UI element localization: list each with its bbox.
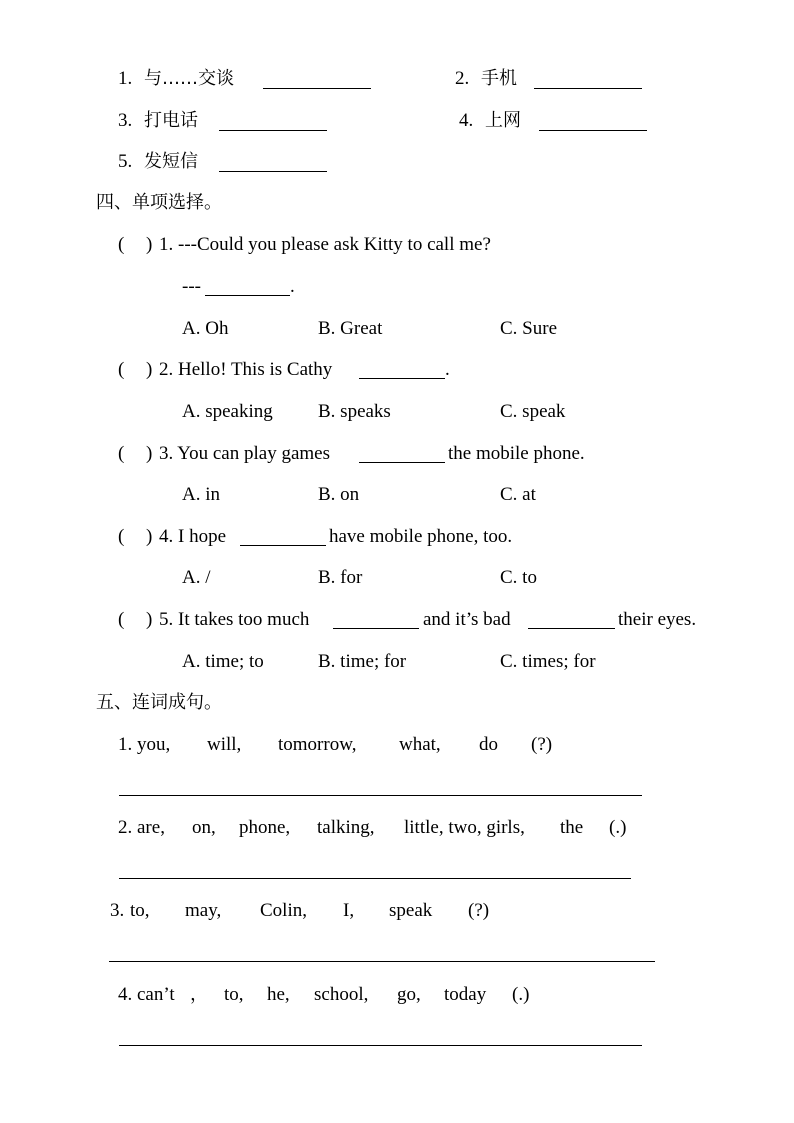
vocab-term: 打电话 [144, 110, 198, 131]
option-b[interactable]: B. for [318, 567, 363, 588]
option-c[interactable]: C. speak [500, 401, 566, 422]
word: (.) [609, 817, 627, 838]
question-stem: 2. Hello! This is Cathy [159, 359, 333, 380]
question-stem-after: have mobile phone, too. [329, 526, 513, 547]
option-b[interactable]: B. time; for [318, 651, 407, 672]
vocab-num: 3. [118, 110, 133, 131]
answer-paren-close[interactable]: ) [146, 359, 153, 380]
vocab-term: 手机 [481, 68, 517, 89]
answer-paren-close[interactable]: ) [146, 443, 153, 464]
option-c[interactable]: C. Sure [500, 318, 557, 339]
question-stem-end: . [445, 359, 450, 380]
answer-blank[interactable] [528, 628, 615, 629]
question-stem: 3. You can play games [159, 443, 330, 464]
word: on, [192, 817, 216, 838]
sentence-answer-line[interactable] [109, 961, 655, 962]
vocab-num: 1. [118, 68, 133, 89]
word: ， [190, 984, 208, 1005]
word: go, [397, 984, 421, 1005]
question-stem-mid: and it’s bad [423, 609, 511, 630]
word: school, [314, 984, 369, 1005]
word: are, [137, 817, 165, 838]
answer-paren-open: ( [118, 359, 125, 380]
sentence-answer-line[interactable] [119, 1045, 642, 1046]
answer-paren-close[interactable]: ) [146, 526, 153, 547]
option-c[interactable]: C. times; for [500, 651, 596, 672]
vocab-term: 与……交谈 [144, 68, 234, 89]
vocab-answer-blank[interactable] [534, 88, 642, 89]
option-a[interactable]: A. time; to [182, 651, 264, 672]
vocab-term: 上网 [485, 110, 521, 131]
section-heading: 四、单项选择。 [96, 192, 222, 213]
question-stem: 4. I hope [159, 526, 227, 547]
word: today [444, 984, 487, 1005]
word: can’t [137, 984, 175, 1005]
vocab-answer-blank[interactable] [219, 130, 327, 131]
word: the [560, 817, 584, 838]
answer-paren-close[interactable]: ) [146, 234, 153, 255]
option-a[interactable]: A. Oh [182, 318, 229, 339]
word: I, [343, 900, 355, 921]
question-stem-after: the mobile phone. [448, 443, 585, 464]
item-num: 1. [118, 734, 133, 755]
vocab-answer-blank[interactable] [263, 88, 371, 89]
answer-blank[interactable] [359, 378, 445, 379]
word: may, [185, 900, 222, 921]
word: to, [224, 984, 244, 1005]
vocab-answer-blank[interactable] [219, 171, 327, 172]
word: to, [130, 900, 150, 921]
word: Colin, [260, 900, 307, 921]
sentence-answer-line[interactable] [119, 795, 642, 796]
option-a[interactable]: A. in [182, 484, 220, 505]
vocab-num: 2. [455, 68, 470, 89]
item-num: 3. [110, 900, 125, 921]
vocab-answer-blank[interactable] [539, 130, 647, 131]
word: tomorrow, [278, 734, 357, 755]
word: what, [399, 734, 441, 755]
sentence-answer-line[interactable] [119, 878, 631, 879]
vocab-num: 4. [459, 110, 474, 131]
answer-prefix: --- [182, 276, 201, 297]
option-a[interactable]: A. speaking [182, 401, 273, 422]
option-c[interactable]: C. at [500, 484, 536, 505]
word: you, [137, 734, 171, 755]
answer-blank[interactable] [205, 295, 290, 296]
word: speak [389, 900, 433, 921]
option-b[interactable]: B. on [318, 484, 360, 505]
answer-blank[interactable] [333, 628, 419, 629]
word: talking, [317, 817, 375, 838]
option-b[interactable]: B. speaks [318, 401, 391, 422]
answer-blank[interactable] [240, 545, 326, 546]
item-num: 2. [118, 817, 133, 838]
question-stem-after: their eyes. [618, 609, 697, 630]
word: do [479, 734, 498, 755]
question-stem: 5. It takes too much [159, 609, 310, 630]
item-num: 4. [118, 984, 133, 1005]
answer-paren-open: ( [118, 526, 125, 547]
answer-paren-open: ( [118, 234, 125, 255]
word: (?) [468, 900, 490, 921]
option-b[interactable]: B. Great [318, 318, 383, 339]
word: (?) [531, 734, 553, 755]
section-heading: 五、连词成句。 [96, 692, 222, 713]
question-stem: 1. ---Could you please ask Kitty to call me? [159, 234, 491, 255]
answer-paren-close[interactable]: ) [146, 609, 153, 630]
word: phone, [239, 817, 291, 838]
word: (.) [512, 984, 530, 1005]
answer-paren-open: ( [118, 609, 125, 630]
option-c[interactable]: C. to [500, 567, 537, 588]
answer-suffix: . [290, 276, 295, 297]
answer-blank[interactable] [359, 462, 445, 463]
answer-paren-open: ( [118, 443, 125, 464]
word: little, two, girls, [404, 817, 525, 838]
option-a[interactable]: A. / [182, 567, 211, 588]
word: he, [267, 984, 290, 1005]
word: will, [207, 734, 242, 755]
vocab-term: 发短信 [144, 151, 198, 172]
vocab-num: 5. [118, 151, 133, 172]
